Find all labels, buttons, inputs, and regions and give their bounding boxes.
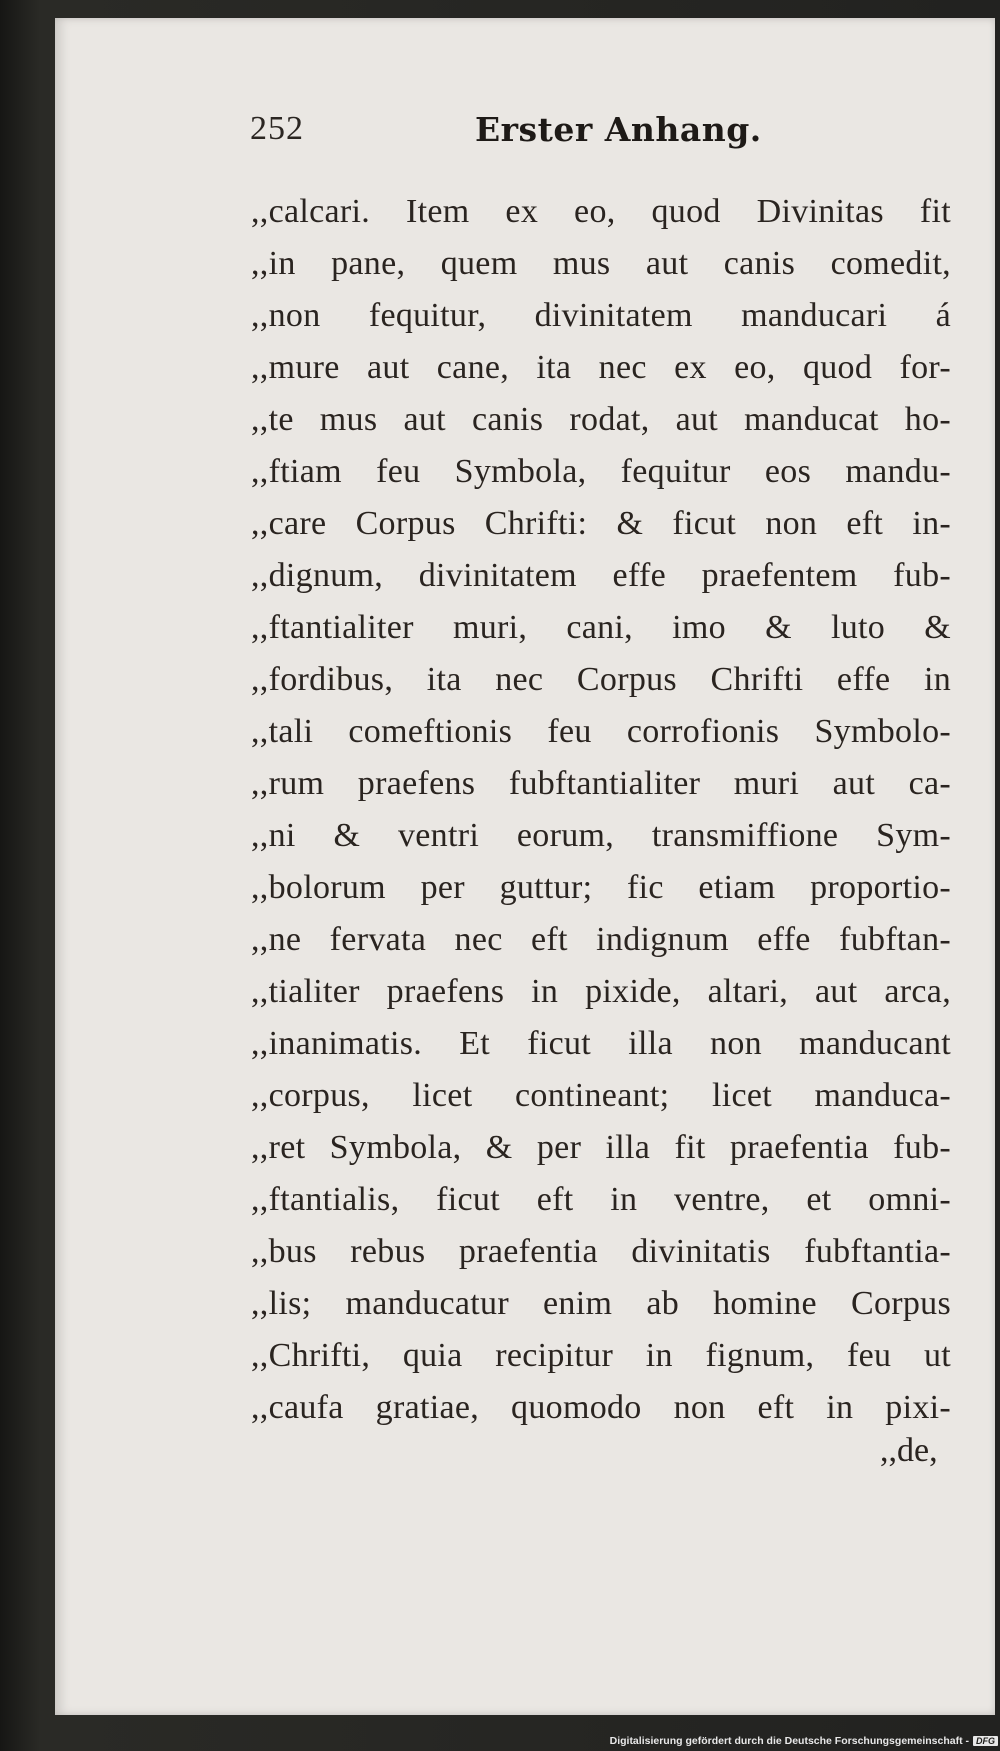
credit-text: Digitalisierung gefördert durch die Deutsche Forschungsgemeinschaft - (609, 1735, 969, 1747)
text-line: ,,calcari. Item ex eo, quod Divinitas fit (251, 193, 951, 230)
text-line: ,,ni & ventri eorum, transmiffione Sym- (251, 817, 951, 854)
digitization-credit (610, 1735, 998, 1747)
text-line: ,,Chrifti, quia recipitur in fignum, feu ut (251, 1337, 951, 1374)
text-line: ,,te mus aut canis rodat, aut manducat ho- (251, 401, 951, 438)
text-line: ,,ret Symbola, & per illa fit praefentia fub- (251, 1129, 951, 1166)
text-line: ,,fordibus, ita nec Corpus Chrifti effe in (251, 661, 951, 698)
text-line: ,,caufa gratiae, quomodo non eft in pixi- (251, 1389, 951, 1426)
page-number: 252 (250, 110, 304, 147)
text-line: ,,tali comeftionis feu corrofionis Symbolo- (251, 713, 951, 750)
text-line: ,,ftantialis, ficut eft in ventre, et omni- (251, 1181, 951, 1218)
text-line: ,,non fequitur, divinitatem manducari á (251, 297, 951, 334)
text-line: ,,ne fervata nec eft indignum effe fubftan- (251, 921, 951, 958)
page-header (190, 106, 950, 156)
running-head: Erster Anhang. (475, 110, 762, 149)
text-line: ,,ftantialiter muri, cani, imo & luto & (251, 609, 951, 646)
text-line: ,,rum praefens fubftantialiter muri aut ca- (251, 765, 951, 802)
body-text (251, 186, 951, 1434)
text-line: ,,care Corpus Chrifti: & ficut non eft in- (251, 505, 951, 542)
text-line: ,,in pane, quem mus aut canis comedit, (251, 245, 951, 282)
text-line: ,,lis; manducatur enim ab homine Corpus (251, 1285, 951, 1322)
text-line: ,,bus rebus praefentia divinitatis fubftantia- (251, 1233, 951, 1270)
text-line: ,,dignum, divinitatem effe praefentem fub- (251, 557, 951, 594)
text-line: ,,inanimatis. Et ficut illa non manducant (251, 1025, 951, 1062)
dfg-logo: DFG (973, 1736, 998, 1746)
text-line: ,,tialiter praefens in pixide, altari, aut arca, (251, 973, 951, 1010)
text-line: ,,bolorum per guttur; fic etiam proportio- (251, 869, 951, 906)
text-line: ,,mure aut cane, ita nec ex eo, quod for- (251, 349, 951, 386)
text-line: ,,corpus, licet contineant; licet manduca- (251, 1077, 951, 1114)
text-line: ,,ftiam feu Symbola, fequitur eos mandu- (251, 453, 951, 490)
catchword: ,,de, (880, 1432, 938, 1469)
